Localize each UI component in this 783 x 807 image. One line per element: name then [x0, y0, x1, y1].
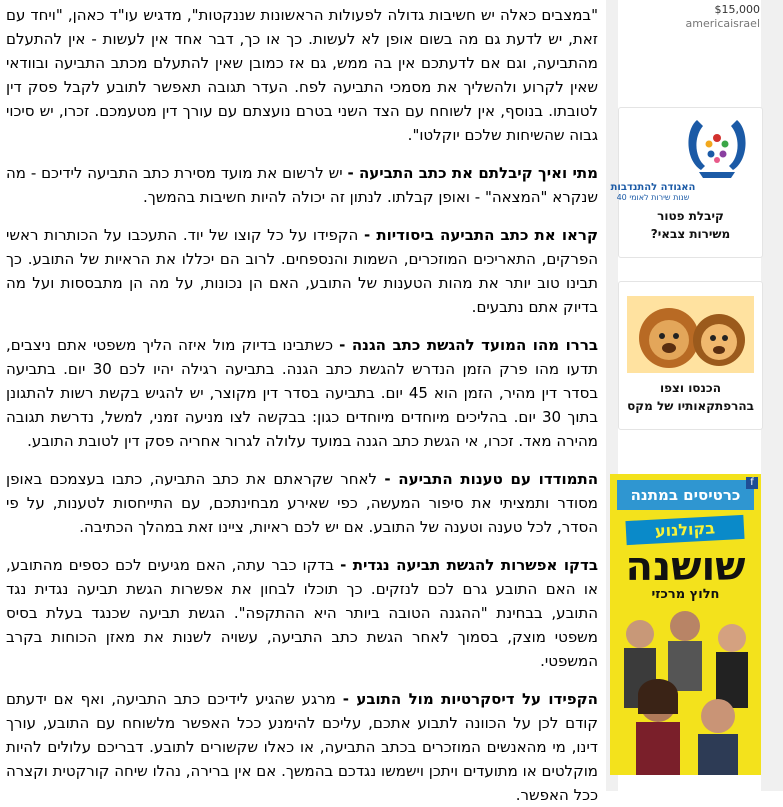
people-icon [706, 134, 729, 163]
card-caption-line2[interactable]: בהרפתקאותיו של מקס [627, 399, 754, 413]
paragraph-heading: בדקו אפשרות להגשת תביעה נגדית - [340, 556, 599, 574]
hands-icon [688, 120, 745, 178]
paragraph-text: כשתבינו בדיוק מול איזה הליך משפטי אתם ניצבים, תדעו מהו פרק הזמן הנדרש להגשת כתב הגנה. בתביעה רגילה יהיו לכם 30 יום. בתביעה בסדר דין מהיר, הזמן הוא 45 יום. בתביעה בסדר דין מקוצר, יש להגיש בקשת רשות להתגונן בתוך 30 יום. בהליכים מיוחדים מיוחדים כגון: בבקשה לצו מניעה זמני, למשל, נדרשת תגובה מהירה מאד. זכרו, אי הגשת כתב הגנה במועד עלולה לגרור אחריה פסק דין לטובת התובע. [6, 336, 599, 450]
article-paragraph [6, 467, 598, 539]
promo-card-volunteer[interactable] [610, 107, 763, 258]
paragraph-heading: התמודדו עם טענות התביעה - [384, 470, 599, 488]
article-paragraph [6, 333, 598, 453]
movie-advert[interactable] [610, 474, 761, 775]
article-paragraph [6, 553, 598, 673]
cartoon-lions-image [627, 296, 754, 373]
paragraph-heading: בררו מהו המועד להגשת כתב הגנה - [339, 336, 598, 354]
article-paragraph [6, 687, 598, 807]
article-paragraph [6, 161, 598, 209]
article-paragraph [6, 223, 598, 319]
volunteer-logo [610, 108, 762, 203]
promo-price[interactable]: $15,000 [714, 3, 760, 16]
ad-tickets-banner[interactable]: כרטיסים במתנה [617, 480, 754, 510]
paragraph-text: הקפידו על כל קוצו של יוד. התעכבו על הכותרות ראשי הפרקים, התאריכים המוזכרים, השמות והנספחים. לרוב הם יכללו את הראיות של התובע. כך תבינו טוב יותר את מהות הטענות של התובע, האם הן נכונות, על מה הן מתבססות ועל מה בדיוק אתם נתבעים. [6, 226, 598, 316]
paragraph-text: "במצבים כאלה יש חשיבות גדולה לפעולות הראשונות שננקטות", מדגיש עו"ד כאהן, "ויחד עם זאת, יש לדעת גם מה בשום אופן לא לעשות. כך או כך, דבר אחד אין לעשות - אין להתעלם מהתביעה, וגם אם לדעתכם אין בה ממש, גם אז כמובן שאין להתעלם מכתב התביעה ובוודאי שאין לקרוע ולהשליך את מסמכי התביעה לפח. העדר תגובה תאפשר לתובע לקבל פסק דין לטובתו. בנוסף, אין לשוחח עם הצד השני בטרם נועצתם עם עורך דין מטעמכם. זכרו, יש סיכוי גבוה שהשיחות שלכם יוקלטו". [6, 6, 598, 144]
paragraph-text: יש לרשום את מועד מסירת כתב התביעה לידיכם - מה שנקרא "המצאה" - ואופן קבלתו. לנתון זה יכולה להיות חשיבות בהמשך. [6, 164, 598, 206]
ad-cinema-label: בקולנוע [625, 515, 744, 545]
logo-text-line1: האגודה להתנדבות [610, 182, 696, 193]
ad-movie-subtitle: חלוץ מרכזי [651, 587, 720, 602]
article-body [6, 0, 599, 804]
card-caption-line1[interactable]: הכנסו וצפו [660, 381, 721, 395]
article-paragraph [6, 3, 598, 147]
promo-card-max[interactable] [618, 281, 763, 430]
logo-text-line2: 40 שנות שירות לאומי [616, 193, 690, 202]
paragraph-heading: קראו את כתב התביעה ביסודיות - [364, 226, 598, 244]
sidebar-background-right [761, 0, 783, 791]
paragraph-heading: הקפידו על דיסקרטיות מול התובע - [342, 690, 598, 708]
paragraph-text: בדקו כבר עתה, האם מגיעים לכם כספים מהתובע, או האם התובע גרם לכם לנזקים. כך תוכלו לבחון את אפשרות הגשת תביעה נגדית נגד התובע, בבחינת "ההגנה הטובה ביותר היא ההתקפה". הגשת תביעה שכנגד בעלת בסיס משפטי מוצק, בסמוך לאחר הגשת כתב התביעה, עשויה לשנות את מאזן הכוחות בקרב המשפטי. [6, 556, 598, 670]
card-caption-line1[interactable]: קיבלת פטור [657, 209, 724, 223]
promo-shop-name[interactable]: americaisrael [685, 17, 760, 30]
facebook-icon: f [746, 477, 758, 489]
paragraph-text: מרגע שהגיע לידיכם כתב התביעה, ואף אם ידעתם קודם לכן על הכוונה לתבוע אתכם, עליכם להימנע ככל האפשר מלשוחח עם התובע, עורך דינו, מי מהאנשים המוזכרים בכתב התביעה, או כאלו שקשורים לתובע. דבריכם עלולים להיות מוקלטים או מתועדים ויתכן וישמשו נגדכם בהמשך. אם אין ברירה, נהלו שיחה קורקטית וקצרה ככל האפשר. [6, 690, 598, 804]
card-caption-line2[interactable]: משירות צבאי? [650, 227, 731, 241]
ad-movie-title: שושנה [625, 544, 746, 590]
paragraph-heading: מתי ואיך קיבלתם את כתב התביעה - [347, 164, 598, 182]
paragraph-text: לאחר שקראתם את כתב התביעה, כתבו בעצמכם באופן מסודר ותמציתי את סיפור המעשה, כפי שאירע מבחינתכם, עם התייחסות לטענות, על פי הסדר, לכל טענה וטענה של התובע. אם יש לכם ראיות, ציינו זאת במהלך הכתיבה. [6, 470, 598, 536]
ad-cast-image [610, 604, 761, 775]
